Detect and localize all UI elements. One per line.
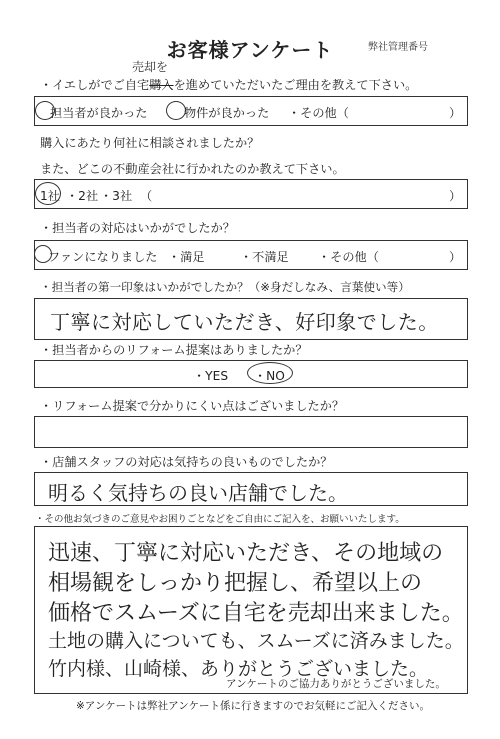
handwritten-insert: 売却を bbox=[132, 60, 169, 74]
option-other: ・その他（ bbox=[288, 106, 349, 120]
option-other-close: ） bbox=[449, 106, 462, 120]
question-7-handwritten-answer: 明るく気持ちの良い店舗でした。 bbox=[48, 481, 348, 505]
question-1-struck-word: 購入 bbox=[149, 78, 174, 92]
footer-note: ※アンケートは弊社アンケート係に行きますのでお気軽にご記入ください。 bbox=[76, 700, 431, 712]
option-property-good: 物件が良かった bbox=[184, 106, 270, 120]
option-became-fan: ファンになりました bbox=[48, 250, 158, 264]
comment-line-3: 価格でスムーズに自宅を売却出来ました。 bbox=[48, 601, 464, 626]
question-5: ・担当者からのリフォーム提案はありましたか？ bbox=[40, 343, 308, 357]
comment-line-1: 迅速、丁寧に対応いただき、その地域の bbox=[48, 541, 444, 566]
option-other: ・その他（ bbox=[318, 250, 379, 264]
question-7: ・店舗スタッフの対応は気持ちの良いものでしたか？ bbox=[40, 455, 333, 469]
question-3: ・担当者の対応はいかがでしたか？ bbox=[40, 221, 235, 235]
question-2-line-1: 購入にあたり何社に相談されましたか？ bbox=[40, 136, 260, 150]
question-4-handwritten-answer: 丁寧に対応していただき、好印象でした。 bbox=[50, 310, 439, 334]
question-1 bbox=[40, 76, 417, 93]
comments-prompt: ・その他お気づきのご意見やお困りごとなどをご自由にご記入を、お願いいたします。 bbox=[35, 514, 405, 525]
option-staff-good: 担当者が良かった bbox=[50, 106, 148, 120]
option-company-open: （ bbox=[140, 189, 153, 203]
option-three-companies: ・3社 bbox=[100, 189, 133, 203]
thanks-message: アンケートのご協力ありがとうございました。 bbox=[226, 678, 446, 690]
option-one-company: 1社 bbox=[40, 189, 60, 203]
page-title: お客様アンケート bbox=[166, 38, 334, 62]
option-company-close: ） bbox=[449, 189, 462, 203]
question-2-line-2: また、どこの不動産会社に行かれたのか教えて下さい。 bbox=[40, 162, 345, 176]
option-yes: ・YES bbox=[193, 369, 229, 383]
question-1-suffix: を進めていただいたご理由を教えて下さい。 bbox=[173, 78, 418, 92]
question-4: ・担当者の第一印象はいかがでしたか？（※身だしなみ、言葉使い等） bbox=[40, 280, 410, 294]
selection-circle bbox=[166, 101, 186, 120]
question-6-answer-box bbox=[34, 416, 468, 448]
admin-number-label: 弊社管理番号 bbox=[368, 42, 428, 53]
comment-line-2: 相場観をしっかり把握し、希望以上の bbox=[48, 571, 423, 596]
question-6: ・リフォーム提案で分かりにくい点はございましたか？ bbox=[40, 399, 345, 413]
question-1-prefix: ・イエしがでご自宅 bbox=[40, 78, 150, 92]
comment-line-4: 土地の購入についても、スムーズに済みました。 bbox=[48, 630, 464, 652]
option-satisfied: ・満足 bbox=[168, 250, 205, 264]
comment-line-5: 竹内様、山崎様、ありがとうございました。 bbox=[48, 658, 429, 680]
option-other-close: ） bbox=[449, 250, 462, 264]
option-dissatisfied: ・不満足 bbox=[240, 250, 289, 264]
option-no: ・NO bbox=[254, 369, 285, 383]
option-two-companies: ・2社 bbox=[66, 189, 99, 203]
